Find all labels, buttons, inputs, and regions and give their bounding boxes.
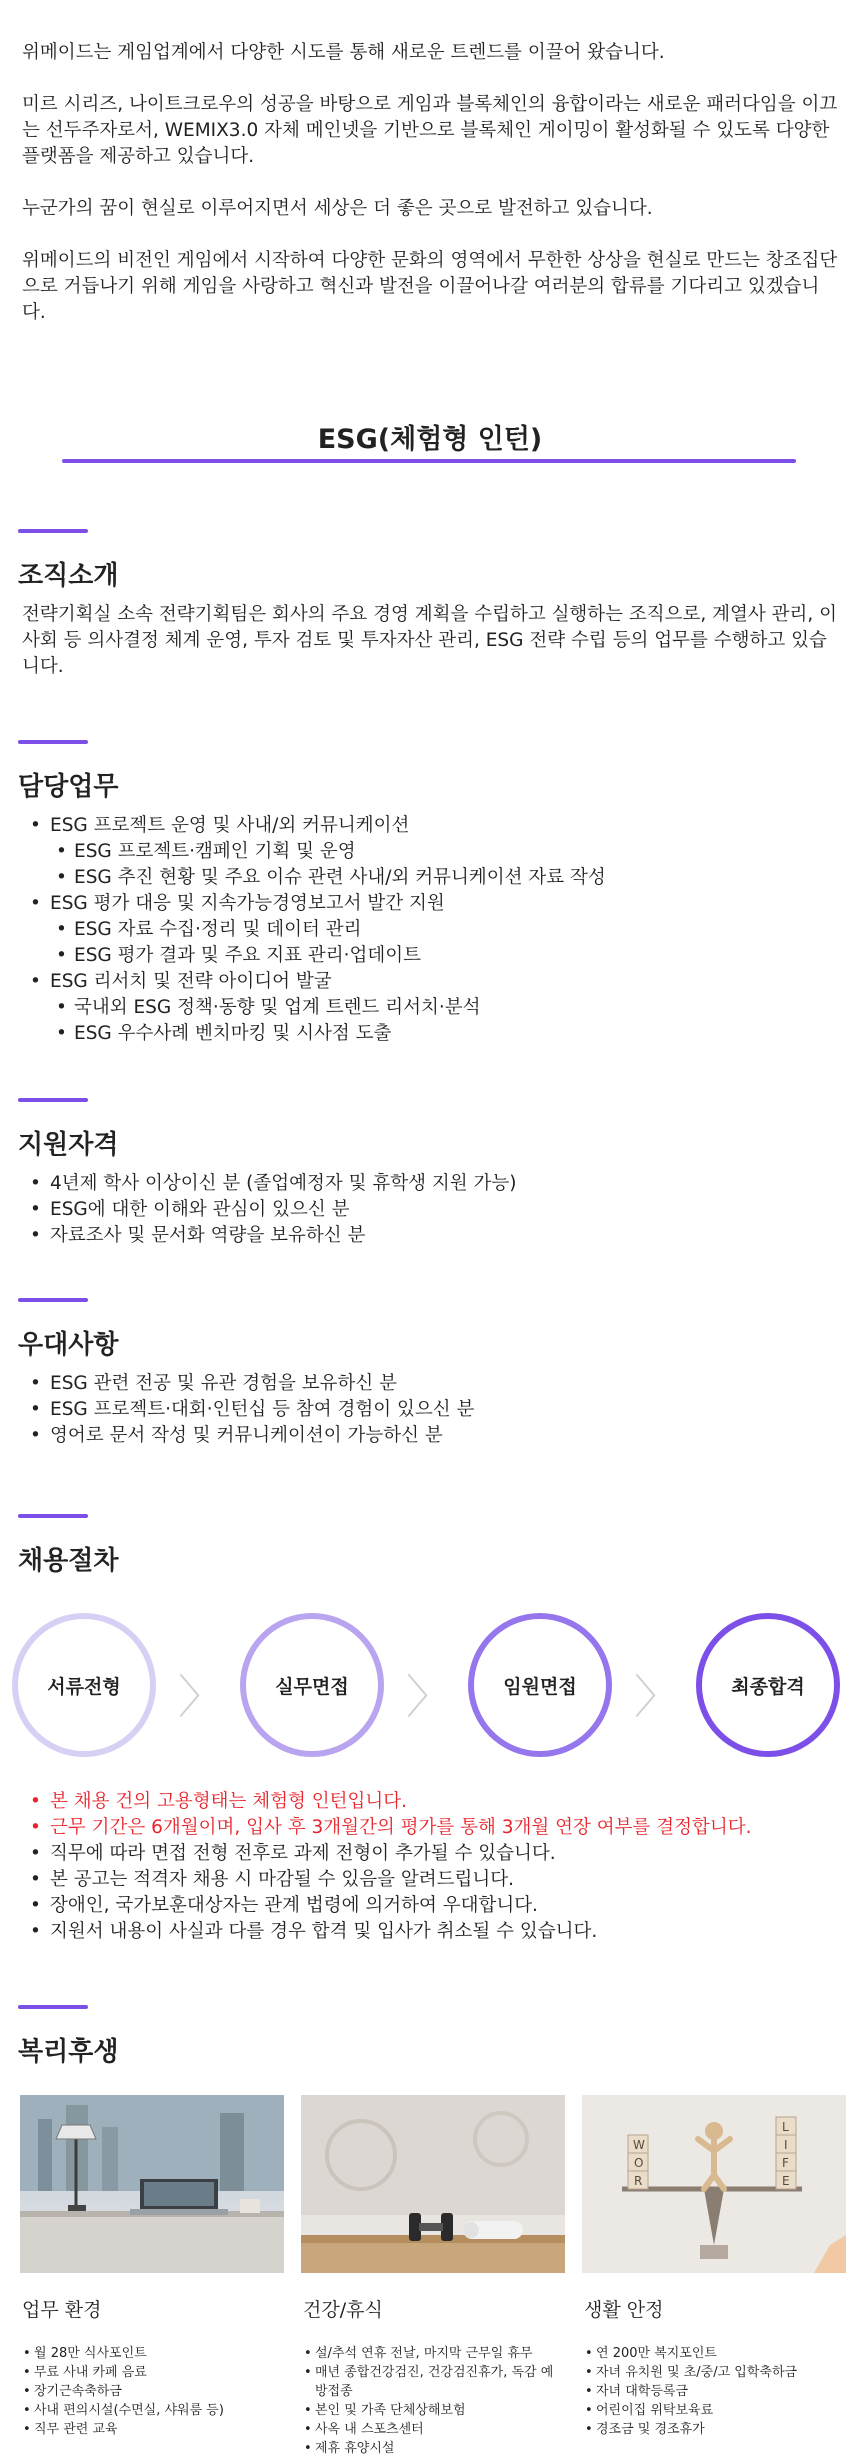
benefit-card-title: 생활 안정 <box>584 2299 664 2321</box>
qualification-item: • 4년제 학사 이상이신 분 (졸업예정자 및 휴학생 지원 가능) <box>18 1171 840 1197</box>
benefit-item: • 자녀 유치원 및 초/중/고 입학축하금 <box>582 2363 846 2382</box>
benefit-list <box>20 2344 284 2439</box>
benefit-item: • 자녀 대학등록금 <box>582 2382 846 2401</box>
duties-list <box>18 813 840 1047</box>
qualification-item: • ESG에 대한 이해와 관심이 있으신 분 <box>18 1197 840 1223</box>
benefit-item: • 직무 관련 교육 <box>20 2420 284 2439</box>
benefit-item: • 장기근속축하금 <box>20 2382 284 2401</box>
note-item: • 지원서 내용이 사실과 다를 경우 합격 및 입사가 취소될 수 있습니다. <box>18 1919 848 1945</box>
section-title: 담당업무 <box>18 772 119 802</box>
duty-subitem: • ESG 추진 현황 및 주요 이슈 관련 사내/외 커뮤니케이션 자료 작성 <box>18 865 840 891</box>
step-executive-interview: 임원면접 <box>468 1613 612 1757</box>
benefit-item: • 사내 편의시설(수면실, 샤워룸 등) <box>20 2401 284 2420</box>
chevron-right-icon: 〉 <box>406 1670 452 1724</box>
step-practical-interview: 실무면접 <box>240 1613 384 1757</box>
office-desk-image <box>20 2095 284 2273</box>
gym-dumbbell-image <box>301 2095 565 2273</box>
company-intro <box>22 40 840 352</box>
duty-subitem: • ESG 평가 결과 및 주요 지표 관리·업데이트 <box>18 943 840 969</box>
benefit-item: • 월 28만 식사포인트 <box>20 2344 284 2363</box>
duty-subitem: • ESG 프로젝트·캠페인 기획 및 운영 <box>18 839 840 865</box>
qualifications-section <box>18 1098 840 1249</box>
svg-text:O: O <box>634 2156 644 2170</box>
section-accent-bar <box>18 1298 88 1302</box>
step-document-screening: 서류전형 <box>12 1613 156 1757</box>
svg-text:I: I <box>784 2138 788 2152</box>
section-title: 조직소개 <box>18 561 119 591</box>
step-final-pass: 최종합격 <box>696 1613 840 1757</box>
preferred-item: • ESG 프로젝트·대회·인턴십 등 참여 경험이 있으신 분 <box>18 1397 840 1423</box>
benefit-card-health-rest <box>301 2095 565 2458</box>
benefit-item: • 경조금 및 경조휴가 <box>582 2420 846 2439</box>
chevron-right-icon: 〉 <box>178 1670 224 1724</box>
benefit-item: • 설/추석 연휴 전날, 마지막 근무일 휴무 <box>301 2344 565 2363</box>
section-accent-bar <box>18 1514 88 1518</box>
benefit-item: • 사옥 내 스포츠센터 <box>301 2420 565 2439</box>
svg-text:W: W <box>633 2138 645 2152</box>
job-title: ESG(체험형 인턴) <box>317 424 543 455</box>
note-item: • 직무에 따라 면접 전형 전후로 과제 전형이 추가될 수 있습니다. <box>18 1841 848 1867</box>
duty-subitem: • ESG 자료 수집·정리 및 데이터 관리 <box>18 917 840 943</box>
intro-paragraph: 미르 시리즈, 나이트크로우의 성공을 바탕으로 게임과 블록체인의 융합이라는 새로운 패러다임을 이끄는 선두주자로서, WEMIX3.0 자체 메인넷을 기반으로 블록체인 게이밍이 활성화될 수 있도록 다양한 플랫폼을 제공하고 있습니다. <box>22 94 838 167</box>
work-life-balance-image <box>582 2095 846 2273</box>
benefits-section <box>18 2005 840 2078</box>
title-underline <box>62 459 796 463</box>
benefit-item: • 본인 및 가족 단체상해보험 <box>301 2401 565 2420</box>
process-section <box>18 1514 840 1587</box>
chevron-right-icon: 〉 <box>634 1670 680 1724</box>
benefit-card-title: 업무 환경 <box>22 2299 102 2321</box>
intro-paragraph: 위메이드는 게임업계에서 다양한 시도를 통해 새로운 트렌드를 이끌어 왔습니다. <box>22 42 665 63</box>
notes <box>18 1789 848 1945</box>
benefit-list <box>301 2344 565 2458</box>
note-item-highlight: • 본 채용 건의 고용형태는 체험형 인턴입니다. <box>18 1789 848 1815</box>
section-title: 채용절차 <box>18 1546 119 1576</box>
qualifications-list <box>18 1171 840 1249</box>
svg-text:F: F <box>782 2156 789 2170</box>
preferred-item: • ESG 관련 전공 및 유관 경험을 보유하신 분 <box>18 1371 840 1397</box>
section-accent-bar <box>18 1098 88 1102</box>
section-accent-bar <box>18 529 88 533</box>
section-accent-bar <box>18 740 88 744</box>
notes-list <box>18 1789 848 1945</box>
svg-text:E: E <box>782 2174 790 2188</box>
benefit-card-work-environment <box>20 2095 284 2439</box>
intro-paragraph: 누군가의 꿈이 현실로 이루어지면서 세상은 더 좋은 곳으로 발전하고 있습니다. <box>22 198 653 219</box>
duty-subitem: • 국내외 ESG 정책·동향 및 업계 트렌드 리서치·분석 <box>18 995 840 1021</box>
benefit-item: • 연 200만 복지포인트 <box>582 2344 846 2363</box>
benefit-item: • 어린이집 위탁보육료 <box>582 2401 846 2420</box>
benefit-card-title: 건강/휴식 <box>303 2299 383 2321</box>
duty-item: • ESG 프로젝트 운영 및 사내/외 커뮤니케이션 <box>18 813 840 839</box>
preferred-item: • 영어로 문서 작성 및 커뮤니케이션이 가능하신 분 <box>18 1423 840 1449</box>
benefit-item: • 매년 종합건강검진, 건강검진휴가, 독감 예방접종 <box>301 2363 565 2401</box>
qualification-item: • 자료조사 및 문서화 역량을 보유하신 분 <box>18 1223 840 1249</box>
org-section <box>18 529 840 680</box>
org-description: 전략기획실 소속 전략기획팀은 회사의 주요 경영 계획을 수립하고 실행하는 조직으로, 계열사 관리, 이사회 등 의사결정 체계 운영, 투자 검토 및 투자자산 관리, ESG 전략 수립 등의 업무를 수행하고 있습니다. <box>22 604 838 677</box>
section-accent-bar <box>18 2005 88 2009</box>
duty-subitem: • ESG 우수사례 벤치마킹 및 시사점 도출 <box>18 1021 840 1047</box>
duty-item: • ESG 평가 대응 및 지속가능경영보고서 발간 지원 <box>18 891 840 917</box>
note-item: • 본 공고는 적격자 채용 시 마감될 수 있음을 알려드립니다. <box>18 1867 848 1893</box>
benefit-item: • 제휴 휴양시설 <box>301 2439 565 2458</box>
benefit-item: • 무료 사내 카페 음료 <box>20 2363 284 2382</box>
duties-section <box>18 740 840 1047</box>
preferred-section <box>18 1298 840 1449</box>
section-title: 복리후생 <box>18 2037 119 2067</box>
note-item: • 장애인, 국가보훈대상자는 관계 법령에 의거하여 우대합니다. <box>18 1893 848 1919</box>
preferred-list <box>18 1371 840 1449</box>
intro-paragraph: 위메이드의 비전인 게임에서 시작하여 다양한 문화의 영역에서 무한한 상상을 현실로 만드는 창조집단으로 거듭나기 위해 게임을 사랑하고 혁신과 발전을 이끌어나갈 여러분의 합류를 기다리고 있겠습니다. <box>22 250 838 323</box>
benefit-list <box>582 2344 846 2439</box>
section-title: 우대사항 <box>18 1330 119 1360</box>
benefit-card-life-stability <box>582 2095 846 2439</box>
section-title: 지원자격 <box>18 1130 119 1160</box>
process-steps <box>0 1605 860 1765</box>
note-item-highlight: • 근무 기간은 6개월이며, 입사 후 3개월간의 평가를 통해 3개월 연장 여부를 결정합니다. <box>18 1815 848 1841</box>
duty-item: • ESG 리서치 및 전략 아이디어 발굴 <box>18 969 840 995</box>
svg-text:R: R <box>634 2174 643 2188</box>
svg-text:L: L <box>782 2120 789 2134</box>
